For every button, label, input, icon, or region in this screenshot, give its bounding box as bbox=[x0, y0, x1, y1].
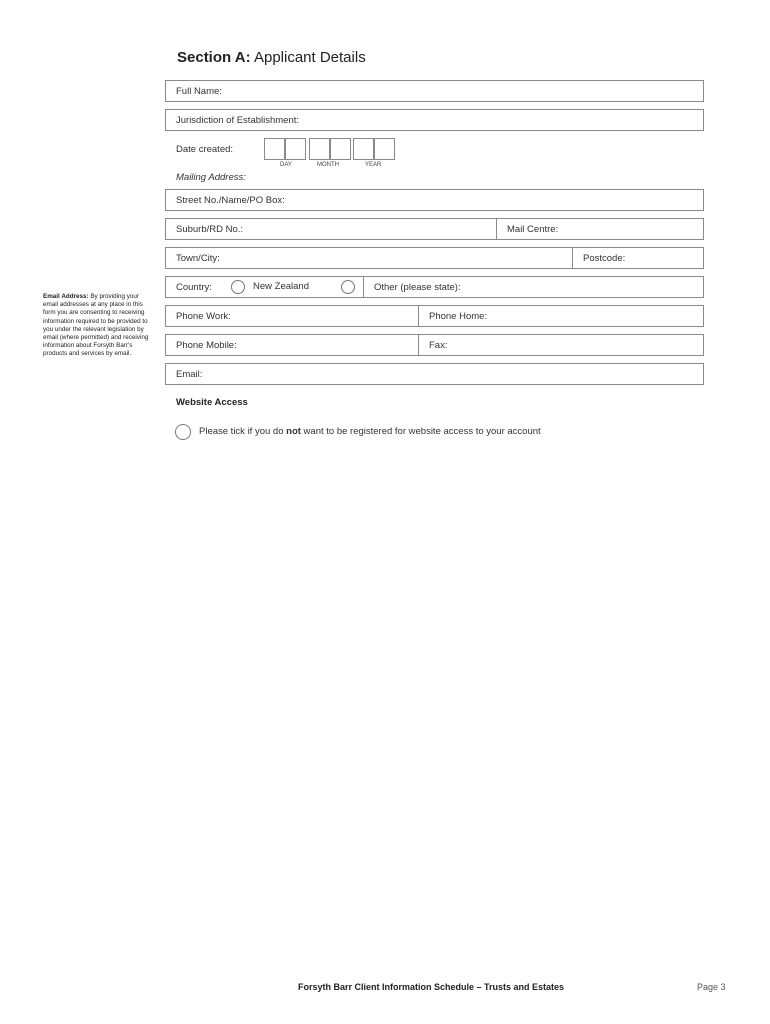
section-heading: Applicant Details bbox=[253, 49, 366, 66]
phone-home-field[interactable] bbox=[418, 306, 703, 326]
town-label[interactable]: Town/City: bbox=[176, 252, 220, 264]
fax-field[interactable] bbox=[418, 335, 703, 355]
full-name-field[interactable] bbox=[165, 80, 704, 102]
date-day-box-1[interactable] bbox=[264, 138, 285, 160]
town-row bbox=[165, 247, 704, 269]
footer-doc-title: Forsyth Barr Client Information Schedule – Trusts and Estates bbox=[298, 982, 565, 992]
email-field[interactable] bbox=[165, 363, 704, 385]
date-month-box-1[interactable] bbox=[309, 138, 330, 160]
date-year-box-2[interactable] bbox=[374, 138, 395, 160]
phone-row-2 bbox=[165, 334, 704, 356]
phone-home-label: Phone Home: bbox=[429, 310, 488, 322]
website-optout-checkbox[interactable] bbox=[175, 424, 191, 440]
date-day-box-2[interactable] bbox=[285, 138, 306, 160]
fax-label: Fax: bbox=[429, 339, 448, 351]
postcode-field[interactable] bbox=[572, 248, 703, 268]
date-month-caption: MONTH bbox=[317, 162, 339, 168]
website-optout-text-after: want to be registered for website access to your account bbox=[300, 426, 541, 437]
country-other-field[interactable] bbox=[363, 276, 704, 298]
country-label: Country: bbox=[176, 281, 212, 293]
country-row-left-border bbox=[165, 276, 166, 298]
country-other-radio[interactable] bbox=[341, 280, 355, 294]
suburb-row bbox=[165, 218, 704, 240]
phone-row-1 bbox=[165, 305, 704, 327]
date-day-caption: DAY bbox=[280, 162, 292, 168]
phone-work-label[interactable]: Phone Work: bbox=[176, 310, 231, 322]
full-name-label: Full Name: bbox=[176, 85, 222, 97]
country-nz-label: New Zealand bbox=[253, 281, 309, 292]
section-title bbox=[177, 49, 366, 66]
street-field[interactable] bbox=[165, 189, 704, 211]
phone-mobile-label[interactable]: Phone Mobile: bbox=[176, 339, 237, 351]
date-year-caption: YEAR bbox=[365, 162, 382, 168]
suburb-label[interactable]: Suburb/RD No.: bbox=[176, 223, 244, 235]
website-optout-text-before: Please tick if you do bbox=[199, 426, 287, 437]
country-row-top-border bbox=[165, 276, 363, 277]
jurisdiction-label: Jurisdiction of Establishment: bbox=[176, 114, 300, 126]
mailing-address-label: Mailing Address: bbox=[176, 172, 246, 183]
country-row-bottom-border bbox=[165, 297, 363, 298]
country-nz-radio[interactable] bbox=[231, 280, 245, 294]
postcode-label: Postcode: bbox=[583, 252, 626, 264]
website-optout-label bbox=[199, 426, 541, 437]
street-label: Street No./Name/PO Box: bbox=[176, 194, 285, 206]
jurisdiction-field[interactable] bbox=[165, 109, 704, 131]
website-access-heading: Website Access bbox=[176, 397, 248, 408]
email-label: Email: bbox=[176, 368, 203, 380]
date-created-label: Date created: bbox=[176, 144, 234, 155]
sidenote-text: By providing your email addresses at any place in this form you are consenting to receiving information required to be provided to you under the relevant legislation by email (where permitted) and receiving information about Forsyth Barr's products and services by email. bbox=[43, 293, 149, 358]
date-year-box-1[interactable] bbox=[353, 138, 374, 160]
country-other-label: Other (please state): bbox=[374, 281, 461, 293]
mail-centre-label: Mail Centre: bbox=[507, 223, 559, 235]
sidenote-bold: Email Address: bbox=[43, 293, 89, 300]
mail-centre-field[interactable] bbox=[496, 219, 703, 239]
footer-page-number: Page 3 bbox=[697, 982, 726, 992]
website-optout-text-bold: not bbox=[286, 426, 301, 437]
date-month-box-2[interactable] bbox=[330, 138, 351, 160]
email-sidenote bbox=[43, 293, 153, 359]
section-prefix: Section A: bbox=[177, 49, 251, 66]
